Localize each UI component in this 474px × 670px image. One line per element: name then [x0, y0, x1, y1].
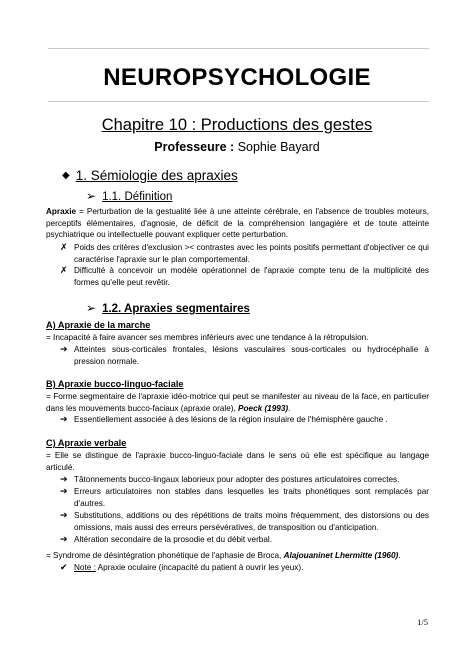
- apraxia-verbal-heading: C) Apraxie verbale: [46, 438, 127, 448]
- syndrome-paragraph: = Syndrome de désintégration phonétique de l'aphasie de Broca, Alajouaninet Lhermitte (1960).: [46, 551, 401, 560]
- chapter-title: Chapitre 10 : Productions des gestes: [101, 116, 373, 134]
- note-label: Note :: [74, 563, 96, 572]
- apraxia-walking-heading: A) Apraxie de la marche: [46, 320, 151, 330]
- definition-text: = Perturbation de la gestualité liée à une atteinte cérébrale, en l'absence de troubles moteurs, perceptifs élémentaires, d'agnosie, de déficit de la compréhension langagière et de toute atteinte psychiatrique ou intellectuelle pouvant expliquer cette perturbation.: [46, 207, 429, 239]
- cross-bullet-icon: ✗: [60, 265, 68, 275]
- definition-paragraph: [46, 206, 429, 241]
- cross-bullet-icon: ✗: [60, 242, 68, 252]
- definition-term: Apraxie: [46, 207, 77, 216]
- right-arrow-icon: ➔: [60, 486, 68, 496]
- subsection-1-1-heading: ➢ 1.1. Définition: [86, 189, 173, 203]
- apraxia-buccofacial-heading: B) Apraxie bucco-linguo-faciale: [46, 379, 184, 389]
- note-bullet: [60, 562, 429, 574]
- note-text: Apraxie oculaire (incapacité du patient à ouvrir les yeux).: [95, 563, 304, 572]
- apraxia-verbal-bullet-3: ➔ Substitutions, additions ou des répétitions de traits moins fréquemment, des distorsions ou des omissions, mais aussi des erreurs persévératives, de transposition ou d'anticipation.: [60, 510, 429, 532]
- right-arrow-icon: ➔: [60, 534, 68, 544]
- arrowhead-bullet-icon: ➢: [86, 189, 97, 203]
- professor-label: Professeure :: [154, 140, 235, 154]
- apraxia-verbal-text: = Elle se distingue de l'apraxie bucco-linguo-faciale dans le sens où elle est spécifique au langage articulé.: [46, 451, 429, 472]
- reference-poeck: Poeck (1993): [238, 403, 289, 413]
- apraxia-buccofacial-bullet: ➔ Essentiellement associée à des lésions de la région insulaire de l'hémisphère gauche .: [60, 414, 388, 424]
- right-arrow-icon: ➔: [60, 510, 68, 520]
- professor-name: Sophie Bayard: [237, 140, 320, 154]
- apraxia-walking-text: = Incapacité à faire avancer ses membres inférieurs avec une tendance à la rétropulsion.: [46, 333, 369, 342]
- right-arrow-icon: ➔: [60, 474, 68, 484]
- title-bottom-rule: [48, 101, 429, 102]
- right-arrow-icon: ➔: [60, 414, 68, 424]
- right-arrow-icon: ➔: [60, 344, 68, 354]
- reference-alajouanine: Alajouaninet Lhermitte (1960): [283, 551, 399, 560]
- page-number: 1/5: [417, 617, 428, 627]
- arrowhead-bullet-icon: ➢: [86, 301, 97, 315]
- diamond-bullet-icon: ◆: [62, 170, 70, 181]
- subsection-1-2-heading: ➢ 1.2. Apraxies segmentaires: [86, 301, 250, 315]
- top-rule: [48, 48, 429, 49]
- apraxia-walking-bullet: ➔ Atteintes sous-corticales frontales, lésions vasculaires sous-corticales ou hydrocéphalie à pression normale.: [60, 344, 429, 366]
- apraxia-verbal-bullet-2: ➔ Erreurs articulatoires non stables dans lesquelles les traits phonétiques sont remplacés par d'autres.: [60, 486, 429, 508]
- checkmark-icon: ✔: [60, 562, 68, 572]
- apraxia-verbal-bullet-4: ➔ Altération secondaire de la prosodie et du débit verbal.: [60, 534, 272, 544]
- document-title: NEUROPSYCHOLOGIE: [103, 64, 371, 91]
- definition-bullet-2: ✗ Difficulté à concevoir un modèle opérationnel de l'apraxie compte tenu de la multiplicité des formes qu'elle peut revêtir.: [60, 265, 429, 287]
- professor-line: [0, 140, 474, 154]
- definition-bullet-1: ✗ Poids des critères d'exclusion >< contrastes avec les points positifs permettant d'objectiver ce qui caractérise l'apraxie sur le plan comportemental.: [60, 242, 429, 264]
- apraxia-verbal-bullet-1: ➔ Tâtonnements bucco-lingaux laborieux pour adopter des postures articulatoires correctes.: [60, 474, 400, 484]
- section-1-heading: ◆ 1. Sémiologie des apraxies: [62, 168, 238, 183]
- apraxia-buccofacial-text: = Forme segmentaire de l'apraxie idéo-motrice qui peut se manifester au niveau de la face, en particulier dans les mouvements bucco-faciaux (apraxie orale), Poeck (1993).: [46, 392, 429, 413]
